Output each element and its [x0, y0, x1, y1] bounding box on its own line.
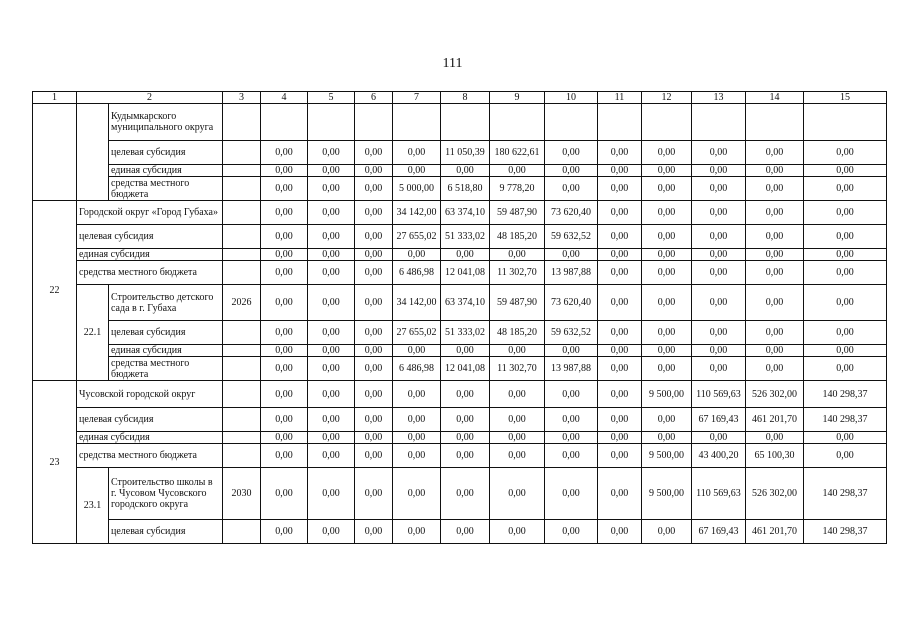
value-cell: 0,00 — [355, 444, 393, 468]
value-cell: 0,00 — [261, 321, 308, 345]
value-cell: 0,00 — [261, 432, 308, 444]
subrow-number: 23.1 — [77, 468, 109, 544]
table-row — [33, 285, 887, 321]
value-cell: 0,00 — [598, 201, 642, 225]
row-label: Чусовской городской округ — [77, 381, 223, 408]
value-cell: 0,00 — [261, 261, 308, 285]
year-cell — [223, 444, 261, 468]
value-cell: 0,00 — [746, 357, 804, 381]
table-row — [33, 408, 887, 432]
value-cell: 0,00 — [308, 225, 355, 249]
value-cell: 0,00 — [545, 468, 598, 520]
value-cell: 12 041,08 — [441, 357, 490, 381]
column-header: 8 — [441, 92, 490, 104]
value-cell: 11 050,39 — [441, 141, 490, 165]
value-cell: 0,00 — [692, 249, 746, 261]
value-cell: 0,00 — [393, 141, 441, 165]
row-number: 23 — [33, 381, 77, 544]
value-cell: 0,00 — [308, 468, 355, 520]
value-cell — [804, 104, 887, 141]
row-label: единая субсидия — [109, 345, 223, 357]
table-row — [33, 432, 887, 444]
value-cell: 0,00 — [308, 141, 355, 165]
value-cell: 0,00 — [545, 432, 598, 444]
column-header: 6 — [355, 92, 393, 104]
value-cell — [746, 104, 804, 141]
value-cell: 0,00 — [804, 201, 887, 225]
value-cell: 0,00 — [642, 261, 692, 285]
year-cell — [223, 408, 261, 432]
value-cell: 0,00 — [308, 165, 355, 177]
value-cell: 0,00 — [642, 321, 692, 345]
value-cell: 63 374,10 — [441, 285, 490, 321]
value-cell: 0,00 — [746, 225, 804, 249]
value-cell: 0,00 — [746, 345, 804, 357]
value-cell: 0,00 — [598, 408, 642, 432]
table-row — [33, 104, 887, 141]
value-cell: 0,00 — [642, 520, 692, 544]
value-cell: 0,00 — [746, 432, 804, 444]
value-cell: 0,00 — [692, 357, 746, 381]
value-cell: 0,00 — [441, 381, 490, 408]
value-cell: 11 302,70 — [490, 357, 545, 381]
value-cell: 0,00 — [598, 165, 642, 177]
value-cell: 0,00 — [642, 408, 692, 432]
value-cell: 13 987,88 — [545, 261, 598, 285]
value-cell: 0,00 — [261, 285, 308, 321]
value-cell: 59 487,90 — [490, 285, 545, 321]
year-cell — [223, 225, 261, 249]
column-header: 3 — [223, 92, 261, 104]
value-cell: 0,00 — [490, 468, 545, 520]
value-cell: 0,00 — [441, 468, 490, 520]
column-header: 7 — [393, 92, 441, 104]
column-header: 2 — [77, 92, 223, 104]
value-cell: 461 201,70 — [746, 408, 804, 432]
value-cell: 67 169,43 — [692, 520, 746, 544]
table-row — [33, 357, 887, 381]
value-cell: 0,00 — [490, 345, 545, 357]
row-label: единая субсидия — [77, 249, 223, 261]
column-header: 4 — [261, 92, 308, 104]
row-label: Кудымкарского муниципального округа — [109, 104, 223, 141]
value-cell: 0,00 — [393, 165, 441, 177]
value-cell: 0,00 — [545, 520, 598, 544]
value-cell: 48 185,20 — [490, 321, 545, 345]
value-cell: 67 169,43 — [692, 408, 746, 432]
value-cell: 0,00 — [355, 285, 393, 321]
value-cell — [441, 104, 490, 141]
value-cell: 0,00 — [804, 357, 887, 381]
value-cell — [355, 104, 393, 141]
value-cell: 0,00 — [692, 345, 746, 357]
value-cell: 0,00 — [598, 520, 642, 544]
value-cell: 0,00 — [804, 141, 887, 165]
value-cell: 0,00 — [490, 249, 545, 261]
table-row — [33, 201, 887, 225]
value-cell: 11 302,70 — [490, 261, 545, 285]
value-cell: 0,00 — [642, 225, 692, 249]
value-cell: 0,00 — [598, 321, 642, 345]
value-cell: 0,00 — [598, 357, 642, 381]
value-cell: 0,00 — [355, 249, 393, 261]
value-cell: 0,00 — [261, 468, 308, 520]
value-cell: 0,00 — [355, 345, 393, 357]
value-cell: 0,00 — [642, 357, 692, 381]
value-cell: 0,00 — [746, 261, 804, 285]
value-cell: 0,00 — [692, 177, 746, 201]
value-cell: 0,00 — [746, 141, 804, 165]
value-cell: 0,00 — [490, 408, 545, 432]
value-cell: 0,00 — [355, 321, 393, 345]
value-cell: 0,00 — [441, 520, 490, 544]
value-cell: 0,00 — [692, 432, 746, 444]
value-cell — [261, 104, 308, 141]
value-cell: 0,00 — [393, 432, 441, 444]
value-cell: 461 201,70 — [746, 520, 804, 544]
row-number: 22 — [33, 201, 77, 381]
value-cell: 0,00 — [545, 141, 598, 165]
value-cell: 0,00 — [355, 468, 393, 520]
value-cell: 0,00 — [545, 444, 598, 468]
value-cell: 0,00 — [598, 381, 642, 408]
value-cell: 0,00 — [441, 408, 490, 432]
value-cell: 13 987,88 — [545, 357, 598, 381]
value-cell: 0,00 — [746, 177, 804, 201]
value-cell: 0,00 — [393, 381, 441, 408]
value-cell: 0,00 — [804, 321, 887, 345]
value-cell: 0,00 — [545, 177, 598, 201]
year-cell — [223, 520, 261, 544]
value-cell: 0,00 — [642, 165, 692, 177]
year-cell — [223, 345, 261, 357]
value-cell: 0,00 — [598, 444, 642, 468]
row-label: средства местного бюджета — [77, 444, 223, 468]
value-cell: 0,00 — [692, 321, 746, 345]
column-header: 14 — [746, 92, 804, 104]
year-cell — [223, 165, 261, 177]
value-cell: 63 374,10 — [441, 201, 490, 225]
value-cell: 0,00 — [490, 432, 545, 444]
year-cell: 2030 — [223, 468, 261, 520]
value-cell: 73 620,40 — [545, 201, 598, 225]
value-cell: 0,00 — [642, 285, 692, 321]
value-cell: 180 622,61 — [490, 141, 545, 165]
value-cell: 6 518,80 — [441, 177, 490, 201]
value-cell: 0,00 — [598, 225, 642, 249]
table-row — [33, 249, 887, 261]
value-cell: 0,00 — [355, 357, 393, 381]
value-cell: 0,00 — [261, 249, 308, 261]
value-cell: 12 041,08 — [441, 261, 490, 285]
value-cell: 0,00 — [393, 468, 441, 520]
value-cell: 5 000,00 — [393, 177, 441, 201]
value-cell: 0,00 — [642, 345, 692, 357]
value-cell: 0,00 — [355, 225, 393, 249]
value-cell: 59 487,90 — [490, 201, 545, 225]
value-cell: 0,00 — [490, 444, 545, 468]
value-cell: 0,00 — [598, 432, 642, 444]
value-cell: 0,00 — [692, 285, 746, 321]
value-cell: 0,00 — [441, 345, 490, 357]
value-cell: 0,00 — [393, 520, 441, 544]
row-label: целевая субсидия — [77, 408, 223, 432]
value-cell: 0,00 — [598, 468, 642, 520]
value-cell — [642, 104, 692, 141]
value-cell: 0,00 — [261, 444, 308, 468]
table-row — [33, 261, 887, 285]
value-cell: 140 298,37 — [804, 381, 887, 408]
value-cell: 0,00 — [804, 432, 887, 444]
page-number: 111 — [442, 56, 463, 71]
value-cell: 0,00 — [598, 285, 642, 321]
value-cell: 51 333,02 — [441, 225, 490, 249]
value-cell: 0,00 — [545, 408, 598, 432]
row-label: целевая субсидия — [109, 321, 223, 345]
value-cell: 59 632,52 — [545, 321, 598, 345]
table-row — [33, 444, 887, 468]
row-label: средства местного бюджета — [109, 177, 223, 201]
value-cell: 6 486,98 — [393, 261, 441, 285]
value-cell: 73 620,40 — [545, 285, 598, 321]
value-cell: 0,00 — [545, 249, 598, 261]
value-cell: 0,00 — [261, 225, 308, 249]
value-cell: 0,00 — [642, 201, 692, 225]
value-cell: 0,00 — [642, 177, 692, 201]
value-cell: 0,00 — [308, 249, 355, 261]
year-cell — [223, 201, 261, 225]
table-row — [33, 165, 887, 177]
value-cell: 140 298,37 — [804, 468, 887, 520]
value-cell: 140 298,37 — [804, 520, 887, 544]
value-cell: 0,00 — [261, 141, 308, 165]
value-cell: 27 655,02 — [393, 321, 441, 345]
value-cell: 0,00 — [642, 249, 692, 261]
year-cell — [223, 432, 261, 444]
value-cell: 6 486,98 — [393, 357, 441, 381]
value-cell: 0,00 — [308, 321, 355, 345]
column-header: 1 — [33, 92, 77, 104]
row-label: Строительство школы в г. Чусовом Чусовского городского округа — [109, 468, 223, 520]
value-cell: 0,00 — [261, 520, 308, 544]
value-cell: 0,00 — [355, 408, 393, 432]
year-cell — [223, 357, 261, 381]
value-cell: 0,00 — [308, 432, 355, 444]
row-label: единая субсидия — [77, 432, 223, 444]
value-cell: 526 302,00 — [746, 381, 804, 408]
value-cell: 0,00 — [642, 432, 692, 444]
row-number — [33, 104, 77, 201]
year-cell: 2026 — [223, 285, 261, 321]
row-label: Строительство детского сада в г. Губаха — [109, 285, 223, 321]
value-cell — [545, 104, 598, 141]
table-row — [33, 468, 887, 520]
value-cell: 0,00 — [746, 249, 804, 261]
value-cell: 110 569,63 — [692, 468, 746, 520]
value-cell: 0,00 — [490, 381, 545, 408]
value-cell: 0,00 — [308, 444, 355, 468]
value-cell: 0,00 — [545, 381, 598, 408]
value-cell: 0,00 — [355, 261, 393, 285]
budget-table — [32, 91, 887, 544]
value-cell: 0,00 — [308, 177, 355, 201]
value-cell: 0,00 — [804, 261, 887, 285]
row-label: единая субсидия — [109, 165, 223, 177]
value-cell: 0,00 — [308, 357, 355, 381]
value-cell: 0,00 — [261, 165, 308, 177]
value-cell: 0,00 — [746, 285, 804, 321]
value-cell: 0,00 — [393, 408, 441, 432]
value-cell: 0,00 — [545, 165, 598, 177]
row-label: целевая субсидия — [109, 141, 223, 165]
column-header: 11 — [598, 92, 642, 104]
value-cell: 0,00 — [441, 444, 490, 468]
value-cell: 0,00 — [355, 141, 393, 165]
table-row — [33, 177, 887, 201]
value-cell: 0,00 — [490, 165, 545, 177]
value-cell: 0,00 — [308, 261, 355, 285]
year-cell — [223, 381, 261, 408]
value-cell: 0,00 — [308, 201, 355, 225]
value-cell: 0,00 — [804, 165, 887, 177]
value-cell: 0,00 — [261, 408, 308, 432]
value-cell: 0,00 — [804, 345, 887, 357]
value-cell: 0,00 — [746, 201, 804, 225]
value-cell: 0,00 — [692, 141, 746, 165]
value-cell: 0,00 — [308, 285, 355, 321]
value-cell: 9 778,20 — [490, 177, 545, 201]
value-cell: 59 632,52 — [545, 225, 598, 249]
value-cell: 43 400,20 — [692, 444, 746, 468]
value-cell: 0,00 — [598, 345, 642, 357]
value-cell: 0,00 — [393, 249, 441, 261]
value-cell: 0,00 — [261, 381, 308, 408]
value-cell: 0,00 — [490, 520, 545, 544]
row-label: средства местного бюджета — [109, 357, 223, 381]
column-header: 9 — [490, 92, 545, 104]
value-cell: 0,00 — [441, 432, 490, 444]
row-label: целевая субсидия — [77, 225, 223, 249]
column-header: 15 — [804, 92, 887, 104]
subrow-number: 22.1 — [77, 285, 109, 381]
year-cell — [223, 261, 261, 285]
value-cell: 65 100,30 — [746, 444, 804, 468]
value-cell: 51 333,02 — [441, 321, 490, 345]
table-row — [33, 381, 887, 408]
value-cell: 0,00 — [308, 345, 355, 357]
row-label: целевая субсидия — [109, 520, 223, 544]
value-cell: 110 569,63 — [692, 381, 746, 408]
value-cell: 0,00 — [261, 345, 308, 357]
year-cell — [223, 177, 261, 201]
value-cell: 0,00 — [804, 225, 887, 249]
value-cell: 0,00 — [746, 321, 804, 345]
value-cell: 0,00 — [598, 261, 642, 285]
table-row — [33, 345, 887, 357]
value-cell: 0,00 — [692, 201, 746, 225]
row-label: средства местного бюджета — [77, 261, 223, 285]
year-cell — [223, 141, 261, 165]
value-cell: 0,00 — [692, 261, 746, 285]
header-row — [33, 92, 887, 104]
value-cell: 0,00 — [308, 381, 355, 408]
value-cell: 0,00 — [746, 165, 804, 177]
value-cell: 0,00 — [692, 165, 746, 177]
value-cell: 0,00 — [261, 357, 308, 381]
column-header: 13 — [692, 92, 746, 104]
column-header: 10 — [545, 92, 598, 104]
subrow-number — [77, 104, 109, 201]
value-cell: 9 500,00 — [642, 468, 692, 520]
value-cell: 0,00 — [441, 249, 490, 261]
value-cell: 0,00 — [355, 432, 393, 444]
value-cell — [308, 104, 355, 141]
value-cell: 0,00 — [545, 345, 598, 357]
value-cell: 526 302,00 — [746, 468, 804, 520]
value-cell: 27 655,02 — [393, 225, 441, 249]
value-cell: 0,00 — [261, 177, 308, 201]
value-cell: 0,00 — [355, 381, 393, 408]
value-cell: 34 142,00 — [393, 201, 441, 225]
value-cell: 34 142,00 — [393, 285, 441, 321]
value-cell: 9 500,00 — [642, 381, 692, 408]
value-cell: 0,00 — [393, 345, 441, 357]
value-cell: 0,00 — [804, 249, 887, 261]
value-cell: 48 185,20 — [490, 225, 545, 249]
value-cell: 0,00 — [261, 201, 308, 225]
value-cell: 0,00 — [598, 141, 642, 165]
value-cell: 140 298,37 — [804, 408, 887, 432]
value-cell: 0,00 — [355, 201, 393, 225]
value-cell: 0,00 — [642, 141, 692, 165]
value-cell — [393, 104, 441, 141]
value-cell: 0,00 — [804, 285, 887, 321]
value-cell — [598, 104, 642, 141]
value-cell: 0,00 — [598, 249, 642, 261]
column-header: 5 — [308, 92, 355, 104]
value-cell: 0,00 — [308, 408, 355, 432]
column-header: 12 — [642, 92, 692, 104]
year-cell — [223, 321, 261, 345]
value-cell: 0,00 — [692, 225, 746, 249]
value-cell: 0,00 — [393, 444, 441, 468]
value-cell: 0,00 — [441, 165, 490, 177]
value-cell: 0,00 — [355, 165, 393, 177]
value-cell: 0,00 — [355, 520, 393, 544]
table-row — [33, 321, 887, 345]
table-row — [33, 141, 887, 165]
value-cell: 0,00 — [804, 444, 887, 468]
year-cell — [223, 104, 261, 141]
value-cell — [490, 104, 545, 141]
table-row — [33, 225, 887, 249]
value-cell: 0,00 — [355, 177, 393, 201]
value-cell — [692, 104, 746, 141]
row-label: Городской округ «Город Губаха» — [77, 201, 223, 225]
year-cell — [223, 249, 261, 261]
table-row — [33, 520, 887, 544]
value-cell: 0,00 — [804, 177, 887, 201]
value-cell: 9 500,00 — [642, 444, 692, 468]
value-cell: 0,00 — [308, 520, 355, 544]
value-cell: 0,00 — [598, 177, 642, 201]
